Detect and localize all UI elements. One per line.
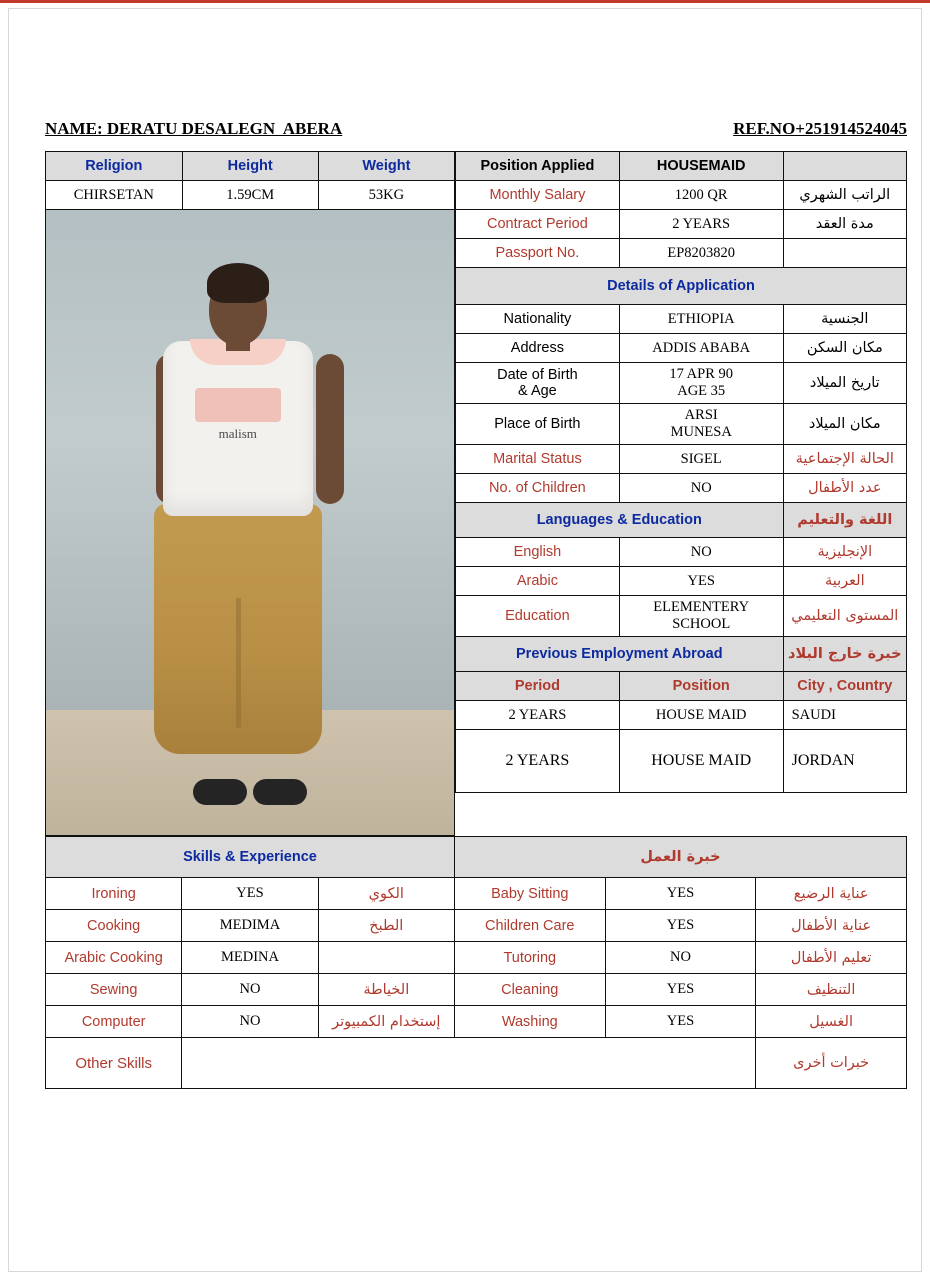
children-arabic: عدد الأطفال (783, 474, 906, 503)
skills-row-5 (46, 1006, 907, 1038)
dob-label-line2: & Age (518, 383, 557, 399)
cv-header (45, 119, 907, 141)
previous-title-arabic: خبرة خارج البلاد (783, 637, 906, 672)
arabic-cooking-label: Arabic Cooking (46, 942, 182, 974)
right-column (455, 151, 907, 836)
details-title: Details of Application (456, 268, 907, 305)
contract-row (456, 210, 907, 239)
children-row (456, 474, 907, 503)
children-care-value: YES (605, 910, 756, 942)
contract-period-arabic: مدة العقد (783, 210, 906, 239)
photo-shirt-caption: malism (218, 425, 257, 441)
cv-content (45, 119, 907, 1089)
children-care-arabic: عناية الأطفال (756, 910, 907, 942)
washing-arabic: الغسيل (756, 1006, 907, 1038)
previous-period-header: Period (456, 672, 620, 701)
address-label: Address (456, 334, 620, 363)
photo-right-shoe (253, 779, 307, 805)
cleaning-arabic: التنظيف (756, 974, 907, 1006)
photo-image (46, 210, 454, 835)
tutoring-arabic: تعليم الأطفال (756, 942, 907, 974)
skills-title-arabic: خبرة العمل (454, 837, 906, 878)
previous-row-2 (456, 730, 907, 793)
sewing-label: Sewing (46, 974, 182, 1006)
marital-row (456, 445, 907, 474)
nationality-row (456, 305, 907, 334)
tutoring-value: NO (605, 942, 756, 974)
religion-header: Religion (46, 152, 183, 181)
previous-position-header: Position (619, 672, 783, 701)
dob-arabic: تاريخ الميلاد (783, 363, 906, 404)
passport-label: Passport No. (456, 239, 620, 268)
previous-period-1: 2 YEARS (456, 701, 620, 730)
reference-number: REF.NO+251914524045 (733, 119, 907, 138)
arabic-value: YES (619, 567, 783, 596)
pob-value-line2: MUNESA (670, 424, 732, 440)
nationality-label: Nationality (456, 305, 620, 334)
dob-date: 17 APR 90 (669, 366, 734, 382)
position-row (456, 152, 907, 181)
photo-left-shoe (193, 779, 247, 805)
position-arabic (783, 152, 906, 181)
passport-value: EP8203820 (619, 239, 783, 268)
monthly-salary-value: 1200 QR (619, 181, 783, 210)
washing-label: Washing (454, 1006, 605, 1038)
contract-period-value: 2 YEARS (619, 210, 783, 239)
skills-row-2 (46, 910, 907, 942)
cooking-value: MEDIMA (182, 910, 318, 942)
computer-value: NO (182, 1006, 318, 1038)
previous-position-2: HOUSE MAID (619, 730, 783, 793)
skills-title: Skills & Experience (46, 837, 455, 878)
other-skills-row (46, 1038, 907, 1089)
salary-row (456, 181, 907, 210)
education-value-line2: SCHOOL (672, 616, 731, 632)
languages-title-arabic: اللغة والتعليم (783, 503, 906, 538)
skills-row-4 (46, 974, 907, 1006)
arabic-cooking-value: MEDINA (182, 942, 318, 974)
children-care-label: Children Care (454, 910, 605, 942)
education-value-line1: ELEMENTERY (653, 599, 750, 615)
religion-value: CHIRSETAN (46, 181, 183, 210)
previous-row-1 (456, 701, 907, 730)
children-label: No. of Children (456, 474, 620, 503)
monthly-salary-label: Monthly Salary (456, 181, 620, 210)
english-value: NO (619, 538, 783, 567)
other-skills-value (182, 1038, 756, 1089)
dob-row (456, 363, 907, 404)
pob-row (456, 404, 907, 445)
passport-arabic (783, 239, 906, 268)
computer-arabic: إستخدام الكمبيوتر (318, 1006, 454, 1038)
bio-value-row (46, 181, 455, 210)
baby-sitting-arabic: عناية الرضيع (756, 878, 907, 910)
ironing-value: YES (182, 878, 318, 910)
arabic-arabic: العربية (783, 567, 906, 596)
previous-country-1: SAUDI (783, 701, 906, 730)
marital-value: SIGEL (619, 445, 783, 474)
document-sheet (8, 8, 922, 1272)
english-label: English (456, 538, 620, 567)
marital-label: Marital Status (456, 445, 620, 474)
dob-age: AGE 35 (677, 383, 726, 399)
pob-value-line1: ARSI (684, 407, 718, 423)
skills-row-1 (46, 878, 907, 910)
previous-period-2: 2 YEARS (456, 730, 620, 793)
bio-header-row (46, 152, 455, 181)
skills-row-3 (46, 942, 907, 974)
previous-header-row (456, 672, 907, 701)
photo-right-arm (316, 354, 344, 504)
cooking-label: Cooking (46, 910, 182, 942)
education-label: Education (456, 596, 620, 637)
left-column (45, 151, 455, 836)
arabic-label: Arabic (456, 567, 620, 596)
english-row (456, 538, 907, 567)
previous-title: Previous Employment Abroad (456, 637, 784, 672)
height-value: 1.59CM (182, 181, 318, 210)
previous-country-2: JORDAN (783, 730, 906, 793)
previous-title-row (456, 637, 907, 672)
pob-value (619, 404, 783, 445)
dob-value (619, 363, 783, 404)
main-grid (45, 151, 907, 836)
pob-label: Place of Birth (456, 404, 620, 445)
washing-value: YES (605, 1006, 756, 1038)
weight-header: Weight (318, 152, 454, 181)
education-row (456, 596, 907, 637)
other-skills-arabic: خبرات أخرى (756, 1038, 907, 1089)
children-value: NO (619, 474, 783, 503)
address-arabic: مكان السكن (783, 334, 906, 363)
applicant-name: NAME: DERATU DESALEGN ABERA (45, 119, 343, 138)
bio-table (45, 151, 455, 210)
english-arabic: الإنجليزية (783, 538, 906, 567)
other-skills-label: Other Skills (46, 1038, 182, 1089)
tutoring-label: Tutoring (454, 942, 605, 974)
application-table (455, 151, 907, 793)
address-row (456, 334, 907, 363)
nationality-value: ETHIOPIA (619, 305, 783, 334)
education-arabic: المستوى التعليمي (783, 596, 906, 637)
nationality-arabic: الجنسية (783, 305, 906, 334)
photo-pants-seam (236, 598, 241, 728)
cleaning-value: YES (605, 974, 756, 1006)
computer-label: Computer (46, 1006, 182, 1038)
ironing-label: Ironing (46, 878, 182, 910)
cooking-arabic: الطبخ (318, 910, 454, 942)
weight-value: 53KG (318, 181, 454, 210)
top-red-rule (0, 0, 930, 3)
address-value: ADDIS ABABA (619, 334, 783, 363)
height-header: Height (182, 152, 318, 181)
cleaning-label: Cleaning (454, 974, 605, 1006)
dob-label (456, 363, 620, 404)
photo-shirt-print (195, 388, 281, 422)
skills-table (45, 836, 907, 1089)
photo-hair (207, 263, 269, 303)
education-value (619, 596, 783, 637)
applicant-photo (45, 210, 455, 836)
skills-title-row (46, 837, 907, 878)
languages-title-row (456, 503, 907, 538)
arabic-row (456, 567, 907, 596)
baby-sitting-label: Baby Sitting (454, 878, 605, 910)
pob-arabic: مكان الميلاد (783, 404, 906, 445)
passport-row (456, 239, 907, 268)
monthly-salary-arabic: الراتب الشهري (783, 181, 906, 210)
previous-position-1: HOUSE MAID (619, 701, 783, 730)
sewing-value: NO (182, 974, 318, 1006)
position-applied-value: HOUSEMAID (619, 152, 783, 181)
baby-sitting-value: YES (605, 878, 756, 910)
ironing-arabic: الكوي (318, 878, 454, 910)
position-applied-header: Position Applied (456, 152, 620, 181)
contract-period-label: Contract Period (456, 210, 620, 239)
previous-country-header: City , Country (783, 672, 906, 701)
marital-arabic: الحالة الإجتماعية (783, 445, 906, 474)
arabic-cooking-arabic (318, 942, 454, 974)
dob-label-line1: Date of Birth (497, 367, 578, 383)
languages-title: Languages & Education (456, 503, 784, 538)
sewing-arabic: الخياطة (318, 974, 454, 1006)
details-title-row (456, 268, 907, 305)
